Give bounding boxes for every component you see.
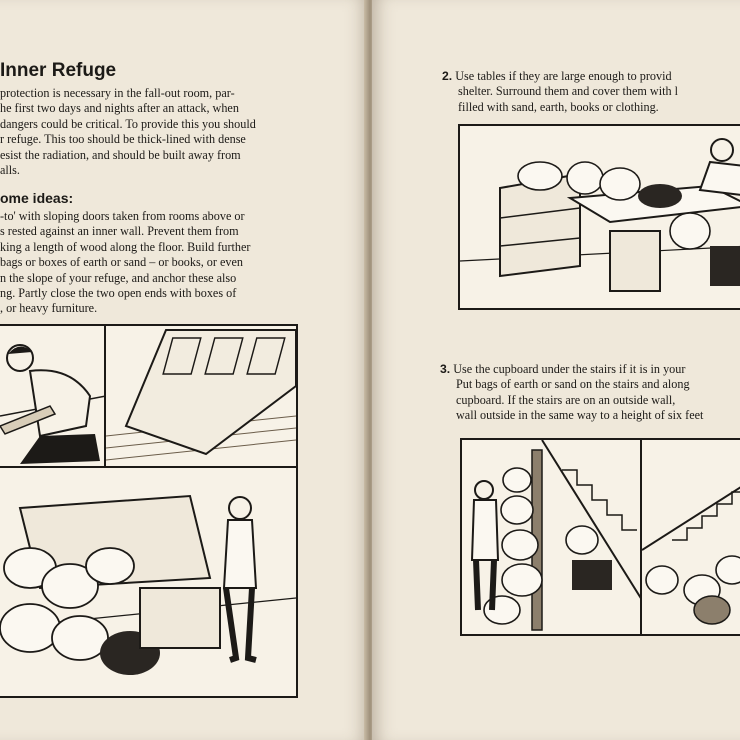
- text-line: r refuge. This too should be thick-lined with dense: [0, 132, 246, 147]
- item-2-line-3: filled with sand, earth, books or clothing.: [458, 99, 659, 114]
- illustration-doors-leaning: [104, 324, 298, 470]
- text-line: n the slope of your refuge, and anchor these also: [0, 270, 237, 285]
- item-3-line-2: Put bags of earth or sand on the stairs and along: [456, 377, 690, 392]
- under-stairs-drawing: [462, 440, 642, 634]
- illustration-table-shelter: [458, 124, 740, 310]
- item-2-line-2: shelter. Surround them and cover them with l: [458, 84, 679, 99]
- illustration-lean-to-refuge: [0, 466, 298, 698]
- text-line: dangers could be critical. To provide this you should: [0, 116, 256, 131]
- stairs-outside-drawing: [642, 440, 740, 634]
- table-shelter-drawing: [460, 126, 740, 308]
- doors-leaning-drawing: [106, 326, 296, 468]
- ideas-paragraph: [0, 209, 250, 317]
- text-line: s rested against an inner wall. Prevent them from: [0, 224, 239, 239]
- text-line: king a length of wood along the floor. Build further: [0, 239, 251, 254]
- right-page: [372, 0, 740, 740]
- item-2-paragraph: [442, 69, 678, 115]
- left-page: [0, 0, 368, 740]
- illustration-man-kneeling: [0, 324, 108, 470]
- lean-to-drawing: [0, 468, 296, 696]
- item-2-number: 2.: [442, 69, 453, 83]
- text-line: he first two days and nights after an attack, when: [0, 101, 239, 116]
- text-line: , or heavy furniture.: [0, 301, 98, 316]
- item-3-paragraph: [440, 362, 703, 424]
- illustration-under-stairs: [460, 438, 644, 636]
- text-line: -to' with sloping doors taken from rooms above or: [0, 209, 245, 223]
- item-3-line-4: wall outside in the same way to a height of six feet: [456, 408, 704, 423]
- text-line: protection is necessary in the fall-out room, par-: [0, 86, 235, 100]
- intro-paragraph: [0, 86, 256, 178]
- illustration-stairs-outside: [640, 438, 740, 636]
- item-3-line-1: Use the cupboard under the stairs if it is in your: [453, 362, 686, 376]
- page-heading: Inner Refuge: [0, 60, 117, 81]
- text-line: [442, 69, 678, 84]
- text-line: ng. Partly close the two open ends with boxes of: [0, 286, 237, 301]
- item-3-number: 3.: [440, 362, 451, 376]
- man-kneeling-drawing: [0, 326, 106, 468]
- item-2-line-1: Use tables if they are large enough to provid: [455, 69, 672, 83]
- text-line: esist the radiation, and should be built away from: [0, 147, 241, 162]
- section-subheading: ome ideas:: [0, 190, 74, 206]
- text-line: alls.: [0, 163, 20, 178]
- text-line: bags or boxes of earth or sand – or books, or even: [0, 255, 244, 270]
- text-line: [440, 362, 703, 377]
- item-3-line-3: cupboard. If the stairs are on an outside wall,: [456, 392, 676, 407]
